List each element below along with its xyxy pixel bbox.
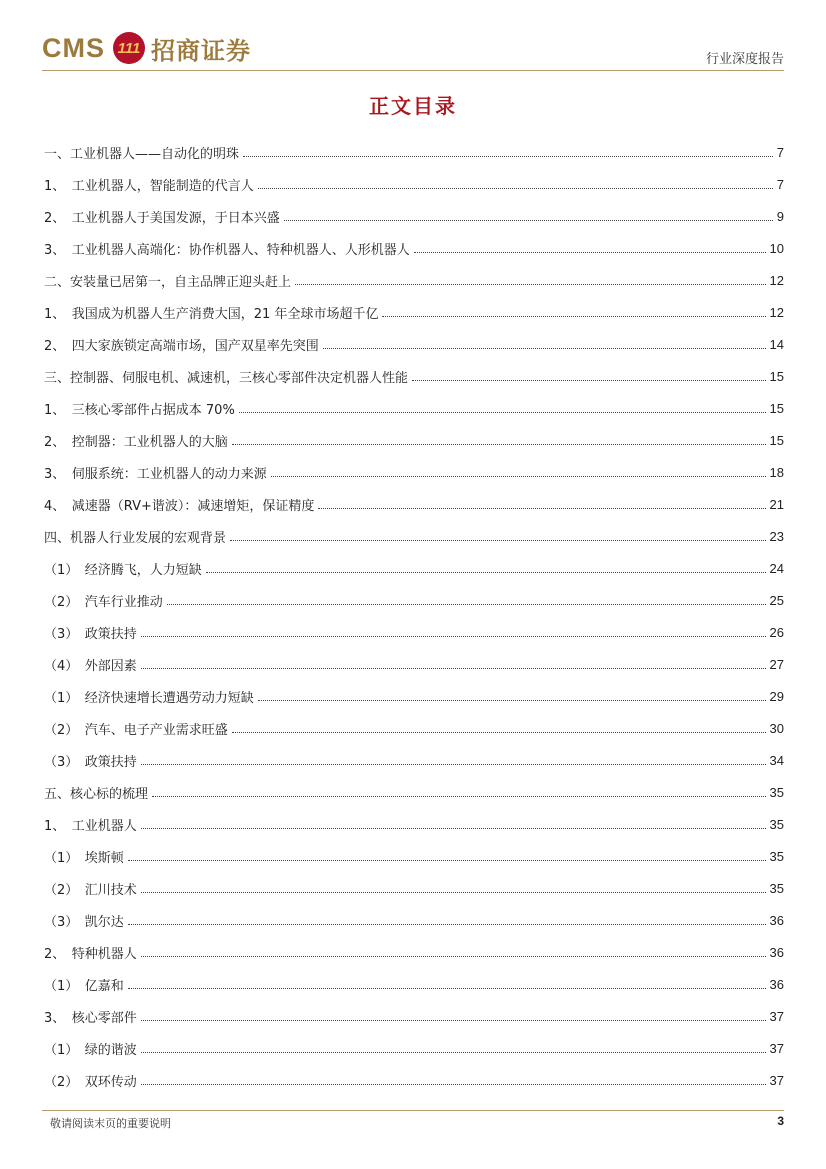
toc-entry-label: （2） 汽车、电子产业需求旺盛 <box>44 722 228 738</box>
toc-leader-dots <box>141 1020 766 1021</box>
toc-entry[interactable] <box>44 936 784 968</box>
toc-entry-page: 24 <box>769 560 784 576</box>
toc-entry-page: 30 <box>769 720 784 736</box>
header-divider <box>42 70 784 71</box>
toc-leader-dots <box>141 892 766 893</box>
toc-entry[interactable] <box>44 136 784 168</box>
toc-leader-dots <box>141 636 766 637</box>
toc-leader-dots <box>128 924 766 925</box>
toc-entry[interactable] <box>44 456 784 488</box>
toc-entry-label: 3、 伺服系统：工业机器人的动力来源 <box>44 466 267 482</box>
toc-entry-label: 3、 工业机器人高端化：协作机器人、特种机器人、人形机器人 <box>44 242 410 258</box>
toc-entry[interactable] <box>44 168 784 200</box>
toc-entry-label: 三、控制器、伺服电机、减速机，三核心零部件决定机器人性能 <box>44 370 409 386</box>
logo-badge-text: 111 <box>117 39 141 57</box>
toc-entry-label: （1） 经济快速增长遭遇劳动力短缺 <box>44 690 254 706</box>
page-number: 3 <box>777 1114 784 1128</box>
toc-entry-page: 9 <box>776 208 784 224</box>
toc-entry-page: 29 <box>769 688 784 704</box>
toc-entry-label: 2、 四大家族锁定高端市场，国产双星率先突围 <box>44 338 319 354</box>
toc-entry-page: 26 <box>769 624 784 640</box>
toc-entry-label: （2） 汽车行业推动 <box>44 594 163 610</box>
toc-entry-page: 36 <box>769 976 784 992</box>
toc-entry-label: 1、 三核心零部件占据成本 70% <box>44 402 235 418</box>
toc-entry-page: 25 <box>769 592 784 608</box>
toc-leader-dots <box>230 540 766 541</box>
toc-entry[interactable] <box>44 392 784 424</box>
toc-entry[interactable] <box>44 872 784 904</box>
toc-leader-dots <box>382 316 765 317</box>
toc-entry[interactable] <box>44 1064 784 1096</box>
toc-entry-label: 4、 减速器（RV+谐波）：减速增矩，保证精度 <box>44 498 315 514</box>
cms-logo <box>42 30 251 66</box>
toc-entry[interactable] <box>44 360 784 392</box>
toc-entry[interactable] <box>44 488 784 520</box>
toc-leader-dots <box>318 508 765 509</box>
toc-entry-label: 五、核心标的梳理 <box>44 786 149 802</box>
toc-entry-label: （3） 政策扶持 <box>44 754 137 770</box>
toc-leader-dots <box>239 412 766 413</box>
toc-entry-label: 二、安装量已居第一，自主品牌正迎头赶上 <box>44 274 292 290</box>
toc-entry-label: 1、 工业机器人 <box>44 818 137 834</box>
toc-entry-page: 35 <box>769 816 784 832</box>
toc-leader-dots <box>141 764 766 765</box>
page-footer <box>42 1110 784 1130</box>
toc-entry[interactable] <box>44 232 784 264</box>
footer-disclaimer: 敬请阅读末页的重要说明 <box>50 1117 171 1130</box>
toc-leader-dots <box>141 956 766 957</box>
toc-entry[interactable] <box>44 744 784 776</box>
footer-divider <box>42 1110 784 1111</box>
toc-entry-page: 18 <box>769 464 784 480</box>
page-header <box>42 30 784 72</box>
toc-entry-page: 12 <box>769 304 784 320</box>
toc-entry-label: （4） 外部因素 <box>44 658 137 674</box>
toc-entry-page: 15 <box>769 400 784 416</box>
toc-entry-page: 12 <box>769 272 784 288</box>
toc-leader-dots <box>167 604 766 605</box>
toc-entry-label: （1） 埃斯顿 <box>44 850 124 866</box>
toc-entry-page: 15 <box>769 432 784 448</box>
toc-leader-dots <box>258 700 766 701</box>
toc-entry[interactable] <box>44 584 784 616</box>
report-type-label: 行业深度报告 <box>705 52 784 67</box>
toc-entry-label: 四、机器人行业发展的宏观背景 <box>44 530 227 546</box>
toc-leader-dots <box>141 1084 766 1085</box>
toc-entry-page: 36 <box>769 944 784 960</box>
toc-entry[interactable] <box>44 680 784 712</box>
toc-entry-label: （2） 双环传动 <box>44 1074 137 1090</box>
table-of-contents <box>44 136 784 1096</box>
toc-entry-page: 35 <box>769 848 784 864</box>
toc-leader-dots <box>323 348 766 349</box>
toc-entry-page: 15 <box>769 368 784 384</box>
toc-entry-label: 3、 核心零部件 <box>44 1010 137 1026</box>
toc-leader-dots <box>141 668 766 669</box>
toc-entry-page: 10 <box>769 240 784 256</box>
toc-entry-label: （1） 亿嘉和 <box>44 978 124 994</box>
toc-leader-dots <box>232 732 766 733</box>
toc-leader-dots <box>141 828 766 829</box>
toc-entry-page: 27 <box>769 656 784 672</box>
toc-entry-page: 35 <box>769 784 784 800</box>
toc-leader-dots <box>284 220 773 221</box>
toc-leader-dots <box>128 860 766 861</box>
toc-entry-page: 37 <box>769 1008 784 1024</box>
toc-entry[interactable] <box>44 968 784 1000</box>
toc-entry-label: （1） 经济腾飞，人力短缺 <box>44 562 202 578</box>
toc-entry[interactable] <box>44 1000 784 1032</box>
toc-entry-page: 21 <box>769 496 784 512</box>
toc-entry[interactable] <box>44 424 784 456</box>
toc-leader-dots <box>206 572 766 573</box>
toc-leader-dots <box>258 188 773 189</box>
toc-entry[interactable] <box>44 328 784 360</box>
toc-entry[interactable] <box>44 840 784 872</box>
toc-entry[interactable] <box>44 200 784 232</box>
toc-entry[interactable] <box>44 648 784 680</box>
toc-leader-dots <box>271 476 766 477</box>
toc-entry-page: 37 <box>769 1040 784 1056</box>
toc-entry-page: 23 <box>769 528 784 544</box>
toc-entry-label: （1） 绿的谐波 <box>44 1042 137 1058</box>
toc-entry[interactable] <box>44 1032 784 1064</box>
toc-leader-dots <box>152 796 766 797</box>
logo-badge-icon <box>113 32 145 64</box>
logo-company-name: 招商证券 <box>151 36 251 65</box>
toc-entry-page: 35 <box>769 880 784 896</box>
toc-entry-page: 7 <box>776 176 784 192</box>
toc-entry-label: 1、 我国成为机器人生产消费大国，21 年全球市场超千亿 <box>44 306 379 322</box>
toc-entry-page: 14 <box>769 336 784 352</box>
toc-leader-dots <box>232 444 766 445</box>
toc-entry[interactable] <box>44 520 784 552</box>
toc-entry[interactable] <box>44 296 784 328</box>
toc-entry-label: （3） 凯尔达 <box>44 914 124 930</box>
toc-leader-dots <box>128 988 766 989</box>
toc-entry-label: 2、 工业机器人于美国发源，于日本兴盛 <box>44 210 280 226</box>
toc-entry-page: 36 <box>769 912 784 928</box>
toc-entry[interactable] <box>44 904 784 936</box>
toc-entry-label: 2、 特种机器人 <box>44 946 137 962</box>
toc-entry-label: 1、 工业机器人，智能制造的代言人 <box>44 178 254 194</box>
toc-leader-dots <box>414 252 766 253</box>
toc-entry[interactable] <box>44 712 784 744</box>
toc-entry-page: 7 <box>776 144 784 160</box>
toc-entry-label: （2） 汇川技术 <box>44 882 137 898</box>
toc-entry-label: （3） 政策扶持 <box>44 626 137 642</box>
toc-entry-page: 34 <box>769 752 784 768</box>
toc-entry-label: 一、工业机器人——自动化的明珠 <box>44 146 240 162</box>
toc-entry-page: 37 <box>769 1072 784 1088</box>
toc-leader-dots <box>412 380 766 381</box>
toc-entry[interactable] <box>44 808 784 840</box>
toc-leader-dots <box>295 284 766 285</box>
logo-cms-text: CMS <box>42 32 105 63</box>
toc-entry[interactable] <box>44 616 784 648</box>
toc-leader-dots <box>141 1052 766 1053</box>
toc-entry[interactable] <box>44 776 784 808</box>
toc-leader-dots <box>243 156 773 157</box>
page-title: 正文目录 <box>369 94 457 118</box>
toc-entry-label: 2、 控制器：工业机器人的大脑 <box>44 434 228 450</box>
toc-entry[interactable] <box>44 264 784 296</box>
toc-entry[interactable] <box>44 552 784 584</box>
